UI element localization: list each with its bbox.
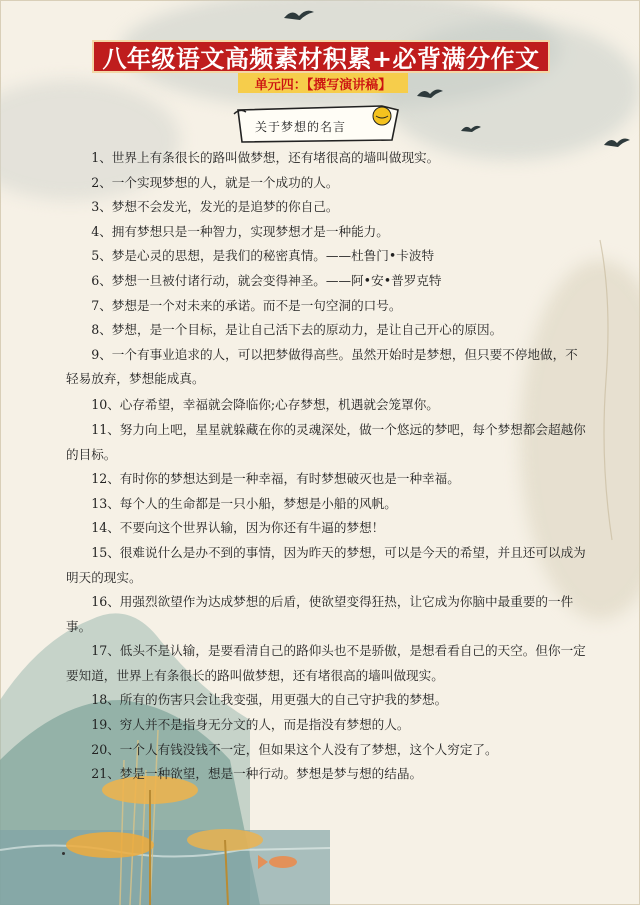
decorative-dot xyxy=(62,852,65,855)
list-item: 20、一个人有钱没钱不一定，但如果这个人没有了梦想，这个人穷定了。 xyxy=(91,741,498,757)
unit-label-text: 单元四：【撰写演讲稿】 xyxy=(254,77,392,93)
list-item: 19、穷人并不是指身无分文的人，而是指没有梦想的人。 xyxy=(91,717,410,733)
bird-icon xyxy=(602,133,632,153)
list-item: 1、世界上有条很长的路叫做梦想，还有堵很高的墙叫做现实。 xyxy=(91,150,440,165)
list-item: 12、有时你的梦想达到是一种幸福，有时梦想破灭也是一种幸福。 xyxy=(91,471,460,487)
list-item: 7、梦想是一个对未来的承诺。而不是一句空洞的口号。 xyxy=(91,297,402,313)
subtitle-box xyxy=(232,104,404,144)
list-item: 13、每个人的生命都是一只小船，梦想是小船的风帆。 xyxy=(91,495,397,511)
list-item: 9、一个有事业追求的人，可以把梦做得高些。虽然开始时是梦想，但只要不停地做，不轻易放弃，梦想能成真。 xyxy=(66,346,578,387)
list-item: 8、梦想，是一个目标，是让自己活下去的原动力，是让自己开心的原因。 xyxy=(91,322,503,338)
list-item: 6、梦想一旦被付诸行动，就会变得神圣。——阿•安•普罗克特 xyxy=(91,272,442,288)
list-item: 15、很难说什么是办不到的事情，因为昨天的梦想，可以是今天的希望，并且还可以成为明天的现实。 xyxy=(66,544,586,585)
list-item: 10、心存希望，幸福就会降临你;心存梦想，机遇就会笼罩你。 xyxy=(91,396,439,412)
list-item: 17、低头不是认输，是要看清自己的路仰头也不是骄傲，是想看看自己的天空。但你一定要知道，世界上有条很长的路叫做梦想，还有堵很高的墙叫做现实。 xyxy=(66,643,586,683)
list-item: 11、努力向上吧，星星就躲藏在你的灵魂深处，做一个悠远的梦吧，每个梦想都会超越你的目标。 xyxy=(66,421,586,462)
quote-list xyxy=(66,146,586,787)
list-item: 2、一个实现梦想的人，就是一个成功的人。 xyxy=(91,174,339,190)
list-item: 4、拥有梦想只是一种智力，实现梦想才是一种能力。 xyxy=(91,223,389,239)
list-item: 21、梦是一种欲望，想是一种行动。梦想是梦与想的结晶。 xyxy=(91,766,423,782)
bird-icon xyxy=(415,84,445,104)
unit-label xyxy=(238,73,408,93)
list-item: 5、梦是心灵的思想，是我们的秘密真情。——杜鲁门•卡波特 xyxy=(91,248,435,264)
list-item: 14、不要向这个世界认输，因为你还有牛逼的梦想！ xyxy=(91,520,385,536)
list-item: 18、所有的伤害只会让我变强，用更强大的自己守护我的梦想。 xyxy=(91,692,448,708)
title-banner xyxy=(92,40,550,73)
list-item: 16、用强烈欲望作为达成梦想的后盾，使欲望变得狂热，让它成为你脑中最重要的一件事。 xyxy=(66,594,574,634)
page-title: 八年级语文高频素材积累+必背满分作文 xyxy=(102,45,540,73)
bird-icon xyxy=(460,122,482,136)
bird-icon xyxy=(282,4,316,26)
subtitle-text: 关于梦想的名言 xyxy=(255,120,347,134)
list-item: 3、梦想不会发光，发光的是追梦的你自己。 xyxy=(91,199,339,215)
